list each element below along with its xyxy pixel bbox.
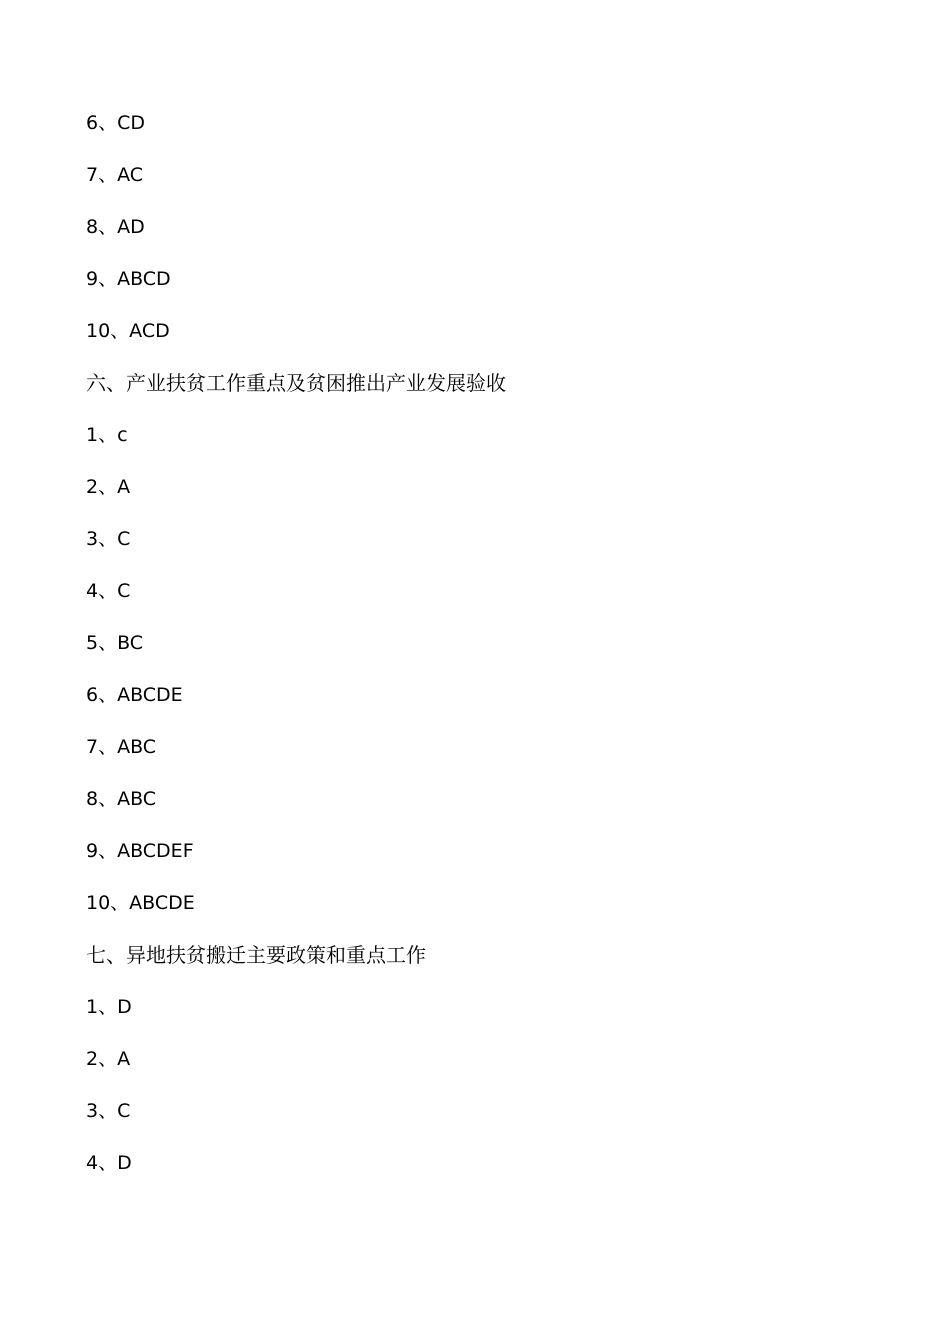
answer-line: 3、C (86, 528, 131, 550)
answer-line: 1、c (86, 424, 128, 446)
section-heading-7: 七、异地扶贫搬迁主要政策和重点工作 (86, 943, 426, 967)
answer-line: 4、D (86, 1152, 132, 1174)
document-page (86, 97, 866, 1189)
answer-line: 9、ABCDEF (86, 840, 194, 862)
section-heading-6: 六、产业扶贫工作重点及贫困推出产业发展验收 (86, 371, 506, 395)
answer-line: 3、C (86, 1100, 131, 1122)
answer-line: 6、ABCDE (86, 684, 183, 706)
answer-line: 5、BC (86, 632, 144, 654)
answer-line: 10、ABCDE (86, 892, 195, 914)
answer-line: 2、A (86, 1048, 131, 1070)
answer-line: 2、A (86, 476, 131, 498)
answer-line: 6、CD (86, 112, 145, 134)
answer-line: 7、ABC (86, 736, 157, 758)
answer-line: 8、AD (86, 216, 145, 238)
answer-line: 8、ABC (86, 788, 157, 810)
answer-line: 1、D (86, 996, 132, 1018)
answer-line: 10、ACD (86, 320, 170, 342)
answer-line: 7、AC (86, 164, 144, 186)
answer-line: 9、ABCD (86, 268, 171, 290)
answer-line: 4、C (86, 580, 131, 602)
